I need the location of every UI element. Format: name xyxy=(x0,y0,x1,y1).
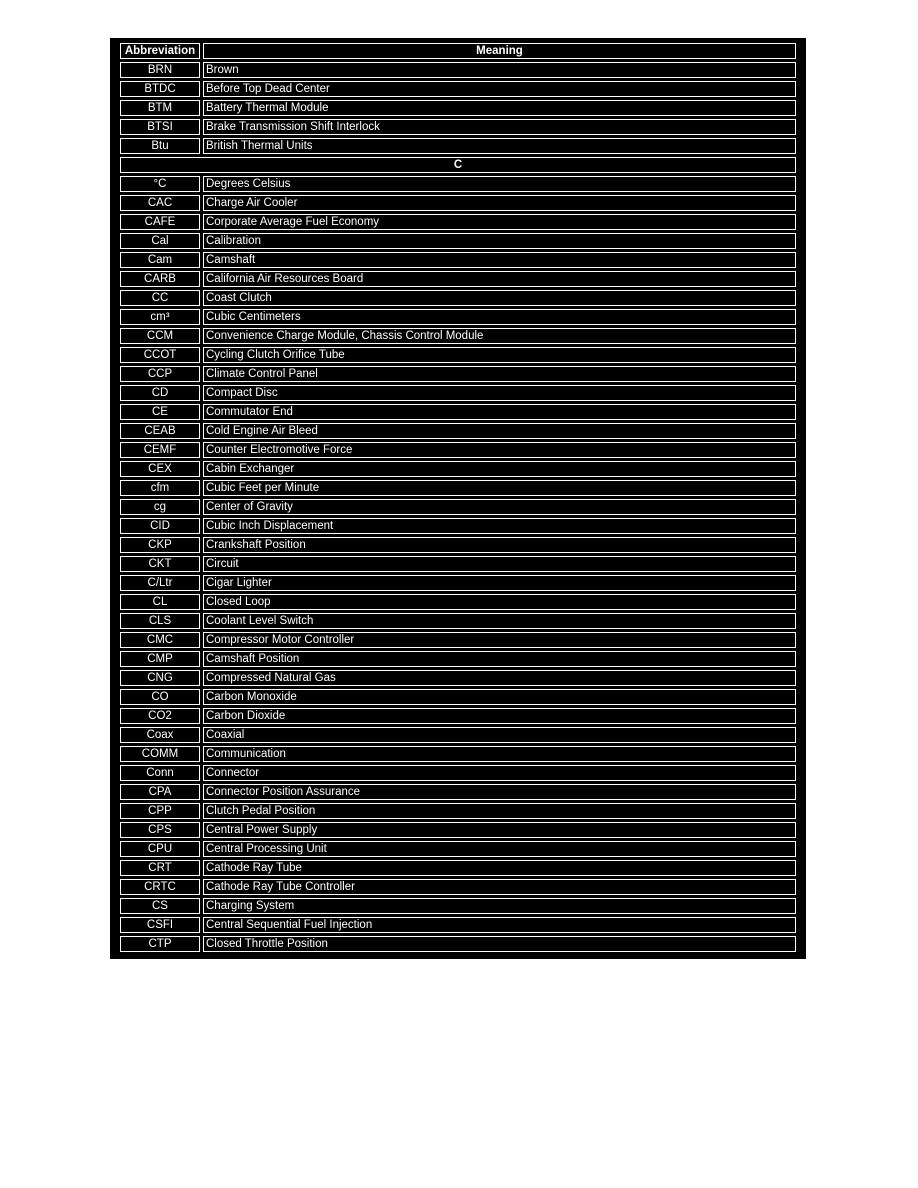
abbreviation-cell: CPU xyxy=(120,841,200,857)
table-row xyxy=(120,537,796,553)
table-row xyxy=(120,138,796,154)
meaning-cell: Crankshaft Position xyxy=(203,537,796,553)
abbreviation-cell: CLS xyxy=(120,613,200,629)
section-header-cell: C xyxy=(120,157,796,173)
meaning-cell: Charging System xyxy=(203,898,796,914)
table-row xyxy=(120,689,796,705)
abbreviation-cell: °C xyxy=(120,176,200,192)
abbreviation-cell: CS xyxy=(120,898,200,914)
abbreviation-cell: CNG xyxy=(120,670,200,686)
abbreviation-cell: CO2 xyxy=(120,708,200,724)
table-row xyxy=(120,328,796,344)
table-row xyxy=(120,518,796,534)
abbreviation-cell: Conn xyxy=(120,765,200,781)
table-row xyxy=(120,309,796,325)
meaning-cell: Camshaft Position xyxy=(203,651,796,667)
table-row xyxy=(120,442,796,458)
abbreviation-table xyxy=(117,40,799,955)
abbreviation-cell: Cal xyxy=(120,233,200,249)
meaning-cell: Center of Gravity xyxy=(203,499,796,515)
table-row xyxy=(120,347,796,363)
table-row xyxy=(120,613,796,629)
table-row xyxy=(120,271,796,287)
meaning-cell: Camshaft xyxy=(203,252,796,268)
table-row xyxy=(120,233,796,249)
abbreviation-table-block xyxy=(110,38,806,959)
section-row xyxy=(120,157,796,173)
meaning-cell: Central Processing Unit xyxy=(203,841,796,857)
abbreviation-cell: BRN xyxy=(120,62,200,78)
meaning-cell: Degrees Celsius xyxy=(203,176,796,192)
meaning-cell: Compressor Motor Controller xyxy=(203,632,796,648)
meaning-cell: Carbon Dioxide xyxy=(203,708,796,724)
abbreviation-cell: Cam xyxy=(120,252,200,268)
abbreviation-cell: CARB xyxy=(120,271,200,287)
meaning-cell: Coaxial xyxy=(203,727,796,743)
table-row xyxy=(120,670,796,686)
abbreviation-cell: CE xyxy=(120,404,200,420)
meaning-cell: Compact Disc xyxy=(203,385,796,401)
table-row xyxy=(120,290,796,306)
table-row xyxy=(120,176,796,192)
meaning-cell: Before Top Dead Center xyxy=(203,81,796,97)
meaning-cell: Closed Throttle Position xyxy=(203,936,796,952)
abbreviation-cell: CPA xyxy=(120,784,200,800)
table-row xyxy=(120,746,796,762)
table-row xyxy=(120,879,796,895)
meaning-cell: Battery Thermal Module xyxy=(203,100,796,116)
abbreviation-cell: BTDC xyxy=(120,81,200,97)
table-row xyxy=(120,575,796,591)
abbreviation-cell: CEX xyxy=(120,461,200,477)
table-row xyxy=(120,100,796,116)
abbreviation-cell: CAC xyxy=(120,195,200,211)
table-row xyxy=(120,461,796,477)
abbreviation-cell: C/Ltr xyxy=(120,575,200,591)
meaning-cell: Coolant Level Switch xyxy=(203,613,796,629)
abbreviation-cell: cg xyxy=(120,499,200,515)
meaning-cell: Brown xyxy=(203,62,796,78)
abbreviation-cell: CTP xyxy=(120,936,200,952)
meaning-cell: Central Power Supply xyxy=(203,822,796,838)
table-row xyxy=(120,765,796,781)
abbreviation-column-header: Abbreviation xyxy=(120,43,200,59)
meaning-cell: Counter Electromotive Force xyxy=(203,442,796,458)
abbreviation-cell: CPS xyxy=(120,822,200,838)
abbreviation-cell: CKP xyxy=(120,537,200,553)
table-row xyxy=(120,594,796,610)
meaning-cell: Charge Air Cooler xyxy=(203,195,796,211)
meaning-cell: Coast Clutch xyxy=(203,290,796,306)
meaning-cell: Cathode Ray Tube xyxy=(203,860,796,876)
table-row xyxy=(120,822,796,838)
table-row xyxy=(120,784,796,800)
meaning-cell: Cubic Inch Displacement xyxy=(203,518,796,534)
abbreviation-cell: CSFI xyxy=(120,917,200,933)
meaning-cell: Communication xyxy=(203,746,796,762)
table-row xyxy=(120,803,796,819)
abbreviation-cell: CEMF xyxy=(120,442,200,458)
table-row xyxy=(120,841,796,857)
table-row xyxy=(120,556,796,572)
abbreviation-cell: CRT xyxy=(120,860,200,876)
meaning-cell: Convenience Charge Module, Chassis Control Module xyxy=(203,328,796,344)
meaning-cell: Closed Loop xyxy=(203,594,796,610)
abbreviation-cell: CAFE xyxy=(120,214,200,230)
table-row xyxy=(120,898,796,914)
meaning-cell: Cigar Lighter xyxy=(203,575,796,591)
meaning-cell: Cubic Feet per Minute xyxy=(203,480,796,496)
abbreviation-cell: CKT xyxy=(120,556,200,572)
table-row xyxy=(120,480,796,496)
meaning-cell: Cubic Centimeters xyxy=(203,309,796,325)
meaning-cell: California Air Resources Board xyxy=(203,271,796,287)
meaning-cell: Climate Control Panel xyxy=(203,366,796,382)
table-row xyxy=(120,214,796,230)
meaning-cell: Connector Position Assurance xyxy=(203,784,796,800)
abbreviation-cell: BTM xyxy=(120,100,200,116)
abbreviation-cell: Btu xyxy=(120,138,200,154)
abbreviation-cell: COMM xyxy=(120,746,200,762)
abbreviation-cell: CCP xyxy=(120,366,200,382)
meaning-cell: Compressed Natural Gas xyxy=(203,670,796,686)
table-row xyxy=(120,632,796,648)
abbreviation-cell: BTSI xyxy=(120,119,200,135)
table-row xyxy=(120,81,796,97)
table-row xyxy=(120,195,796,211)
table-body xyxy=(120,62,796,952)
table-row xyxy=(120,499,796,515)
abbreviation-cell: CID xyxy=(120,518,200,534)
table-row xyxy=(120,651,796,667)
meaning-cell: Corporate Average Fuel Economy xyxy=(203,214,796,230)
meaning-cell: Carbon Monoxide xyxy=(203,689,796,705)
table-row xyxy=(120,119,796,135)
abbreviation-cell: cfm xyxy=(120,480,200,496)
meaning-cell: Connector xyxy=(203,765,796,781)
abbreviation-cell: CCOT xyxy=(120,347,200,363)
abbreviation-cell: CL xyxy=(120,594,200,610)
meaning-cell: Cold Engine Air Bleed xyxy=(203,423,796,439)
table-row xyxy=(120,366,796,382)
table-row xyxy=(120,252,796,268)
abbreviation-cell: CEAB xyxy=(120,423,200,439)
meaning-cell: British Thermal Units xyxy=(203,138,796,154)
meaning-cell: Cathode Ray Tube Controller xyxy=(203,879,796,895)
meaning-cell: Commutator End xyxy=(203,404,796,420)
abbreviation-cell: CD xyxy=(120,385,200,401)
meaning-cell: Circuit xyxy=(203,556,796,572)
meaning-cell: Central Sequential Fuel Injection xyxy=(203,917,796,933)
abbreviation-cell: CC xyxy=(120,290,200,306)
abbreviation-cell: CPP xyxy=(120,803,200,819)
meaning-column-header: Meaning xyxy=(203,43,796,59)
header-row xyxy=(120,43,796,59)
table-row xyxy=(120,423,796,439)
abbreviation-cell: CO xyxy=(120,689,200,705)
abbreviation-cell: Coax xyxy=(120,727,200,743)
table-row xyxy=(120,708,796,724)
table-row xyxy=(120,917,796,933)
meaning-cell: Clutch Pedal Position xyxy=(203,803,796,819)
meaning-cell: Brake Transmission Shift Interlock xyxy=(203,119,796,135)
meaning-cell: Cabin Exchanger xyxy=(203,461,796,477)
meaning-cell: Cycling Clutch Orifice Tube xyxy=(203,347,796,363)
abbreviation-cell: CMC xyxy=(120,632,200,648)
abbreviation-cell: CRTC xyxy=(120,879,200,895)
abbreviation-cell: CMP xyxy=(120,651,200,667)
table-row xyxy=(120,727,796,743)
table-row xyxy=(120,62,796,78)
table-row xyxy=(120,385,796,401)
table-row xyxy=(120,404,796,420)
table-row xyxy=(120,936,796,952)
abbreviation-cell: cm³ xyxy=(120,309,200,325)
abbreviation-cell: CCM xyxy=(120,328,200,344)
table-header xyxy=(120,43,796,59)
table-row xyxy=(120,860,796,876)
meaning-cell: Calibration xyxy=(203,233,796,249)
